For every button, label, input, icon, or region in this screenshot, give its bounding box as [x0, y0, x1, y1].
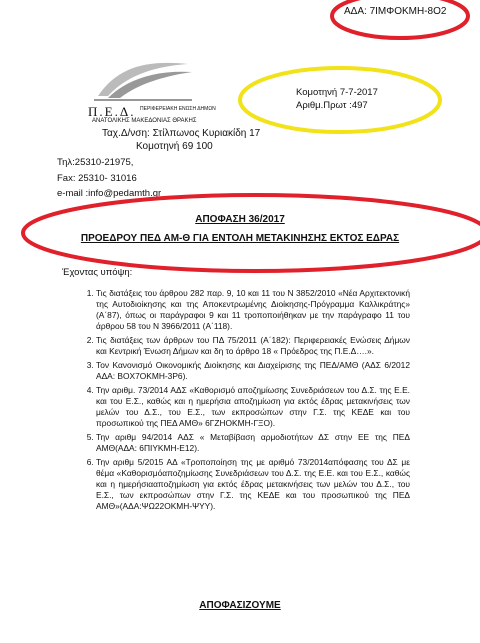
ped-logo-icon — [88, 56, 198, 104]
email: e-mail :info@pedamth.gr — [57, 188, 162, 199]
date-block — [296, 86, 378, 112]
org-abbreviation: Π.Ε.Δ. — [88, 104, 136, 119]
decision-title: ΑΠΟΦΑΣΗ 36/2017 — [195, 214, 285, 225]
intro-text: Έχοντας υπόψη: — [62, 267, 133, 278]
phone: Τηλ:25310-21975, — [57, 157, 134, 168]
ada-number: ΑΔΑ: 7ΙΜΦΟΚΜΗ-8Ο2 — [344, 6, 447, 17]
fax: Fax: 25310- 31016 — [57, 172, 137, 184]
list-item: 6. Την αριθμ 5/2015 ΑΔ «Τροποποίηση της με αριθμό 73/2014απόφασης του ΔΣ με θέμα «Καθορισμόαποζημίωσης Συνεδριάσεων του Δ.Σ. της Ε.Ε. και του Ε.Σ., καθώς και η ημερήσιααποζημίωση για εκτός έδρας μετακινήσεις των μελών του Δ.Σ., του Ε.Σ., των εκπροσώπων στην Γ.Σ. της ΚΕΔΕ και του προσωπικού της ΠΕΔ ΑΜΘ»(ΑΔΑ:ΨΩ22ΟΚΜΗ-ΨΥΥ). — [96, 457, 410, 512]
list-item: 5. Την αριθμ 94/2014 ΑΔΣ « Μεταβίβαση αρμοδιοτήτων ΔΣ στην ΕΕ της ΠΕΔ ΑΜΘ(ΑΔΑ: 6ΠΙΥΚΜΗ-Ε12). — [96, 432, 410, 454]
address-line2: Κομοτηνή 69 100 — [136, 141, 213, 152]
list-item: 4. Την αριθμ. 73/2014 ΑΔΣ «Καθορισμό αποζημίωσης Συνεδριάσεων του Δ.Σ. της Ε.Ε. και του Ε.Σ., καθώς και η ημερήσια αποζημίωση για εκτός έδρας μετακινήσεις των μελών του Δ.Σ., του Ε.Σ., των εκπροσώπων στην Γ.Σ. της ΚΕΔΕ και του προσωπικού της ΠΕΔ ΑΜΘ» 6ΓΖΗΟΚΜΗ-ΓΞΟ). — [96, 385, 410, 429]
contact-block — [57, 157, 161, 204]
closing-heading: ΑΠΟΦΑΣΙΖΟΥΜΕ — [199, 600, 281, 611]
org-name-line1: ΠΕΡΙΦΕΡΕΙΑΚΗ ΕΝΩΣΗ ΔΗΜΩΝ — [140, 106, 216, 112]
list-item: 2. Τις διατάξεις των άρθρων του ΠΔ 75/2011 (Α΄182): Περιφερειακές Ενώσεις Δήμων και Κεντρική Ένωση Δήμων και δη το άρθρο 18 « Πρόεδρος της Π.Ε.Δ….». — [96, 335, 410, 357]
place-date: Κομοτηνή 7-7-2017 — [296, 87, 378, 98]
org-name-line2: ΑΝΑΤΟΛΙΚΗΣ ΜΑΚΕΔΟΝΙΑΣ ΘΡΑΚΗΣ — [92, 118, 197, 124]
address-line1: Ταχ.Δ/νση: Στίλπωνος Κυριακίδη 17 — [102, 128, 261, 139]
list-item: 3. Τον Κανονισμό Οικονομικής Διοίκησης και Διαχείρισης της ΠΕΔ/ΑΜΘ (ΑΔΣ 6/2012 ΑΔΑ: ΒΟΧ7ΟΚΜΗ-3Ρ6). — [96, 360, 410, 382]
list-item: 1. Τις διατάξεις του άρθρου 282 παρ. 9, 10 και 11 του Ν 3852/2010 «Νέα Αρχιτεκτονική της Αυτοδιοίκησης και της Αποκεντρωμένης Διοίκησης-Πρόγραμμα Καλλικράτης» (Α΄87), όπως οι παράγραφοι 9 και 11 τροποποιήθηκαν με την παράγραφο 11 του άρθρου 58 του Ν 3966/2011 (Α΄118). — [96, 288, 410, 332]
protocol-number: Αριθμ.Πρωτ :497 — [296, 100, 368, 111]
decision-subject: ΠΡΟΕΔΡΟΥ ΠΕΔ ΑΜ-Θ ΓΙΑ ΕΝΤΟΛΗ ΜΕΤΑΚΙΝΗΣΗΣ ΕΚΤΟΣ ΕΔΡΑΣ — [80, 233, 400, 244]
considerations-list — [80, 288, 410, 515]
